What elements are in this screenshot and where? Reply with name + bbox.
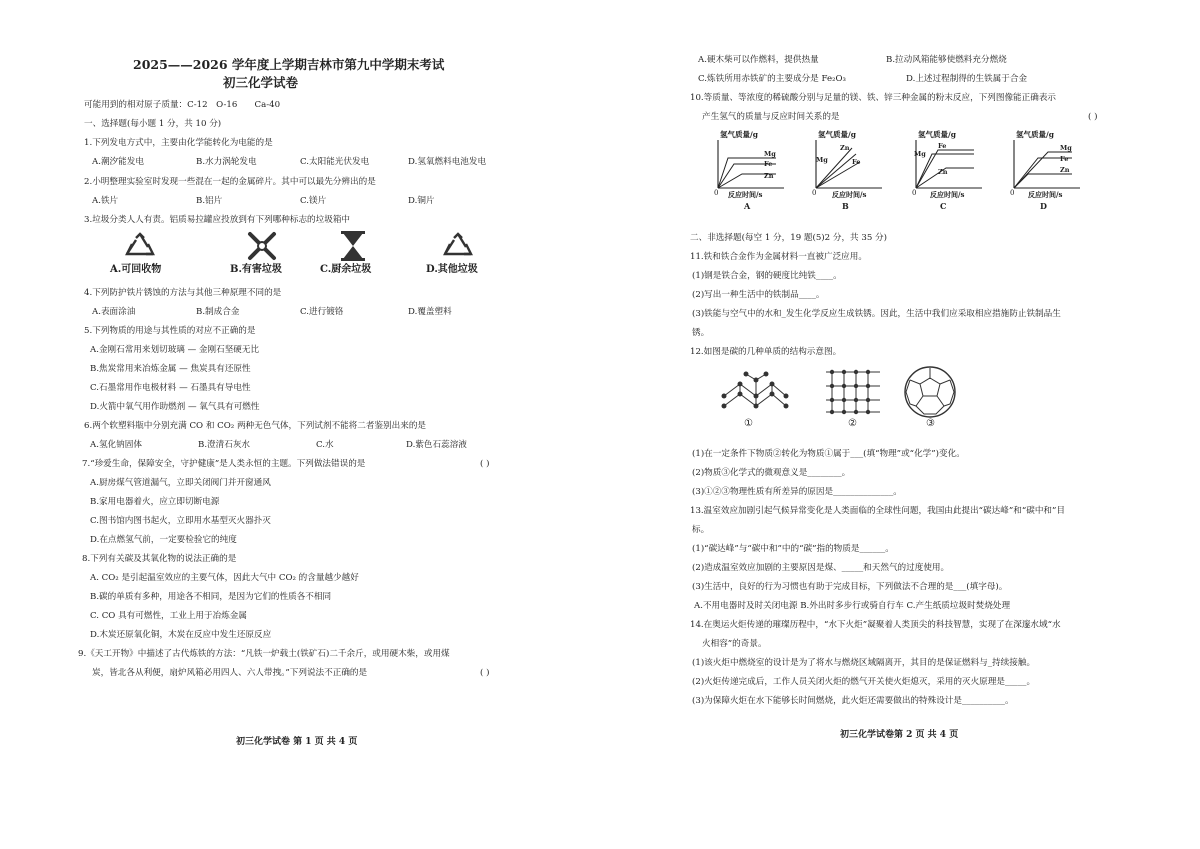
- q11-part-3: (3)铁能与空气中的水和_发生化学反应生成铁锈。因此，生活中我们应采取相应措施防止铁制品生: [692, 309, 1061, 319]
- diamond-structure: [716, 366, 794, 426]
- q1-option-c: C.太阳能光伏发电: [300, 157, 370, 167]
- q7-option-c: C.图书馆内图书起火，立即用水基型灭火器扑灭: [90, 516, 271, 526]
- question-13-line-2: 标。: [692, 525, 710, 535]
- q14-part-2: (2)火炬传递完成后，工作人员关闭火炬的燃气开关使火炬熄灭，采用的灭火原理是_____。: [692, 677, 1036, 687]
- q11-part-2: (2)写出一种生活中的铁制品____。: [692, 290, 825, 300]
- graph-a-xlabel: 反应时间/s: [728, 190, 763, 199]
- recycle-icon: [122, 232, 158, 262]
- svg-text:反应时间/s: 反应时间/s: [832, 190, 867, 199]
- question-14-line-2: 火相容”的奇景。: [702, 639, 767, 649]
- q9-option-a: A.硬木柴可以作燃料，提供热量: [698, 55, 819, 65]
- question-8: 8.下列有关碳及其氧化物的说法正确的是: [82, 554, 237, 564]
- q3-label-b: B.有害垃圾: [230, 264, 282, 275]
- q1-option-d: D.氢氧燃料电池发电: [408, 157, 487, 167]
- q5-option-a: A.金刚石常用来划切玻璃 — 金刚石坚硬无比: [90, 345, 260, 355]
- q13-part-3: (3)生活中，良好的行为习惯也有助于完成目标，下列做法不合理的是___(填字母)。: [692, 582, 1008, 592]
- question-6: 6.两个软塑料瓶中分别充满 CO 和 CO₂ 两种无色气体，下列试剂不能将二者鉴别出来的是: [84, 421, 427, 431]
- question-9-line-1: 9.《天工开物》中描述了古代炼铁的方法：“凡铁一炉载土(铁矿石)二千余斤，或用硬木柴，或用煤: [78, 649, 450, 659]
- question-10-line-2: 产生氢气的质量与反应时间关系的是: [702, 112, 840, 122]
- q6-option-a: A.氢化钠固体: [90, 440, 142, 450]
- question-1: 1.下列发电方式中，主要由化学能转化为电能的是: [84, 138, 273, 148]
- svg-text:0: 0: [912, 189, 917, 197]
- svg-text:Fe: Fe: [938, 142, 947, 150]
- q7-option-b: B.家用电器着火，应立即切断电源: [90, 497, 220, 507]
- svg-text:0: 0: [1010, 189, 1015, 197]
- question-12: 12.如图是碳的几种单质的结构示意图。: [690, 347, 842, 357]
- svg-text:Zn: Zn: [840, 144, 850, 152]
- question-14-line-1: 14.在奥运火炬传递的璀璨历程中，“水下火炬”凝聚着人类顶尖的科技智慧，实现了在深邃水域“水: [690, 620, 1061, 630]
- question-13-line-1: 13.温室效应加剧引起气候异常变化是人类面临的全球性问题，我国由此提出“碳达峰”和“碳中和”目: [690, 506, 1065, 516]
- section-1-heading: 一、选择题(每小题 1 分，共 10 分): [84, 119, 222, 129]
- q4-option-a: A.表面涂油: [92, 307, 136, 317]
- svg-text:Fe: Fe: [852, 158, 861, 166]
- q10-answer-blank: ( ): [1088, 112, 1098, 122]
- question-2: 2.小明整理实验室时发现一些混在一起的金属碎片。其中可以最先分辨出的是: [84, 177, 376, 187]
- q14-part-1: (1)该火炬中燃烧室的设计是为了将水与燃烧区域隔离开，其目的是保证燃料与_持续接触。: [692, 658, 1036, 668]
- q3-label-a: A.可回收物: [110, 264, 162, 275]
- q2-option-a: A.铁片: [92, 196, 119, 206]
- section-2-heading: 二、非选择题(每空 1 分，19 题(5)2 分，共 35 分): [690, 233, 887, 243]
- svg-text:Mg: Mg: [816, 156, 828, 164]
- other-waste-icon: [440, 232, 476, 262]
- struct-label-2: ②: [848, 418, 857, 429]
- q13-part-1: (1)“碳达峰”与“碳中和”中的“碳”指的物质是______。: [692, 544, 894, 554]
- exam-title: 2025——2026 学年度上学期吉林市第九中学期末考试: [133, 57, 445, 72]
- q9-option-b: B.拉动风箱能够使燃料充分燃烧: [886, 55, 1007, 65]
- q7-option-d: D.在点燃氢气前，一定要检验它的纯度: [90, 535, 237, 545]
- svg-text:Zn: Zn: [1060, 166, 1070, 174]
- graph-a: [714, 128, 798, 210]
- q12-part-2: (2)物质③化学式的微观意义是________。: [692, 468, 851, 478]
- q9-answer-blank: ( ): [480, 668, 490, 678]
- q8-option-d: D.木炭还原氧化铜，木炭在反应中发生还原反应: [90, 630, 272, 640]
- graph-a-label: A: [744, 201, 751, 210]
- q9-option-c: C.炼铁所用赤铁矿的主要成分是 Fe₂O₃: [698, 74, 846, 84]
- struct-label-3: ③: [926, 418, 935, 429]
- svg-text:氢气质量/g: 氢气质量/g: [818, 130, 856, 139]
- q4-option-d: D.覆盖塑料: [408, 307, 452, 317]
- q13-part-2: (2)造成温室效应加剧的主要原因是煤、_____和天然气的过度使用。: [692, 563, 950, 573]
- svg-text:反应时间/s: 反应时间/s: [930, 190, 965, 199]
- q12-part-1: (1)在一定条件下物质②转化为物质①属于___(填“物理”或“化学”)变化。: [692, 449, 965, 459]
- question-7: 7.“珍爱生命，保障安全，守护健康”是人类永恒的主题。下列做法错误的是: [82, 459, 366, 469]
- q7-answer-blank: ( ): [480, 459, 490, 469]
- svg-text:氢气质量/g: 氢气质量/g: [1016, 130, 1054, 139]
- q3-label-d: D.其他垃圾: [426, 264, 478, 275]
- q7-option-a: A.厨房煤气管道漏气，立即关闭阀门并开窗通风: [90, 478, 271, 488]
- q8-option-c: C. CO 具有可燃性，工业上用于冶炼金属: [90, 611, 247, 621]
- svg-text:Mg: Mg: [914, 150, 926, 158]
- kitchen-waste-icon: [338, 230, 368, 262]
- q14-part-3: (3)为保障火炬在水下能够长时间燃烧，此火炬还需要做出的特殊设计是__________。: [692, 696, 1014, 706]
- q11-part-3-cont: 锈。: [692, 328, 710, 338]
- c60-structure: [902, 364, 958, 420]
- question-10-line-1: 10.等质量、等浓度的稀硫酸分别与足量的镁、铁、锌三种金属的粉末反应，下列图像能正确表示: [690, 93, 1057, 103]
- svg-text:氢气质量/g: 氢气质量/g: [918, 130, 956, 139]
- q2-option-c: C.镁片: [300, 196, 327, 206]
- q6-option-c: C.水: [316, 440, 334, 450]
- struct-label-1: ①: [744, 418, 753, 429]
- exam-subtitle: 初三化学试卷: [223, 75, 299, 90]
- q1-option-a: A.潮汐能发电: [92, 157, 144, 167]
- graph-b-label: B: [842, 201, 849, 210]
- question-3: 3.垃圾分类人人有责。铝质易拉罐应投放到有下列哪种标志的垃圾箱中: [84, 215, 351, 225]
- hazardous-icon: [244, 230, 280, 262]
- graph-a-curve-1: Mg: [764, 150, 776, 158]
- svg-text:Fe: Fe: [1060, 155, 1069, 163]
- graphite-structure: [822, 364, 884, 416]
- graph-d-label: D: [1040, 201, 1047, 210]
- right-page-footer: 初三化学试卷第 2 页 共 4 页: [840, 730, 959, 740]
- q12-part-3: (3)①②③物理性质有所差异的原因是______________。: [692, 487, 902, 497]
- q5-option-b: B.焦炭常用来冶炼金属 — 焦炭具有还原性: [90, 364, 251, 374]
- question-5: 5.下列物质的用途与其性质的对应不正确的是: [84, 326, 256, 336]
- left-page-footer: 初三化学试卷 第 1 页 共 4 页: [236, 737, 358, 747]
- q13-options: A.不用电器时及时关闭电源 B.外出时多步行或骑自行车 C.产生纸质垃圾时焚烧处理: [694, 601, 1011, 611]
- svg-text:Mg: Mg: [1060, 144, 1072, 152]
- q8-option-b: B.碳的单质有多种，用途各不相同，是因为它们的性质各不相同: [90, 592, 332, 602]
- svg-text:反应时间/s: 反应时间/s: [1028, 190, 1063, 199]
- question-9-line-2: 炭，皆北各从利便，扇炉风箱必用四人、六人带拽。”下列说法不正确的是: [92, 668, 368, 678]
- atomic-masses: 可能用到的相对原子质量：C-12 O-16 Ca-40: [84, 100, 281, 110]
- q4-option-b: B.制成合金: [196, 307, 240, 317]
- q9-option-d: D.上述过程制得的生铁属于合金: [906, 74, 1028, 84]
- q1-option-b: B.水力涡轮发电: [196, 157, 257, 167]
- q4-option-c: C.进行镀铬: [300, 307, 344, 317]
- q2-option-d: D.铜片: [408, 196, 435, 206]
- q2-option-b: B.铝片: [196, 196, 223, 206]
- svg-text:Zn: Zn: [938, 168, 948, 176]
- svg-text:0: 0: [812, 189, 817, 197]
- q6-option-b: B.澄清石灰水: [198, 440, 251, 450]
- q3-label-c: C.厨余垃圾: [320, 264, 372, 275]
- graph-d: [1010, 128, 1094, 210]
- q5-option-c: C.石墨常用作电极材料 — 石墨具有导电性: [90, 383, 251, 393]
- graph-a-origin: 0: [714, 189, 719, 197]
- graph-c-label: C: [940, 201, 947, 210]
- graph-c: [912, 128, 996, 210]
- graph-a-ylabel: 氢气质量/g: [720, 130, 758, 139]
- graph-a-curve-2: Fe: [764, 160, 773, 168]
- graph-a-curve-3: Zn: [764, 172, 774, 180]
- q8-option-a: A. CO₂ 是引起温室效应的主要气体，因此大气中 CO₂ 的含量越少越好: [90, 573, 359, 583]
- q11-part-1: (1)钢是铁合金，钢的硬度比纯铁____。: [692, 271, 842, 281]
- question-4: 4.下列防护铁片锈蚀的方法与其他三种原理不同的是: [84, 288, 282, 298]
- q6-option-d: D.紫色石蕊溶液: [406, 440, 467, 450]
- question-11: 11.铁和铁合金作为金属材料一直被广泛应用。: [690, 252, 867, 262]
- q5-option-d: D.火箭中氧气用作助燃剂 — 氧气具有可燃性: [90, 402, 260, 412]
- graph-b: [812, 128, 896, 210]
